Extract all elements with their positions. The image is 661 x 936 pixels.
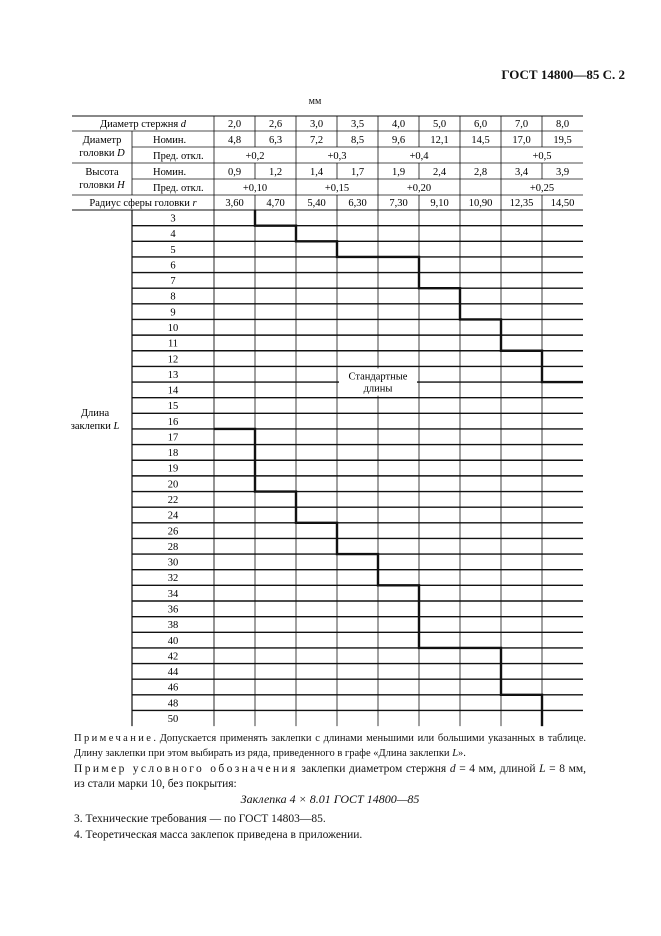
shank-diameter-value: 6,0 [473,119,488,130]
length-value: 14 [167,385,179,397]
item-technical-requirements: 3. Технические требования — по ГОСТ 14803—85. [74,813,326,825]
length-value: 48 [167,698,179,710]
length-value: 17 [167,432,179,444]
example-heading: Пример условного обозначения [74,763,298,775]
example-paragraph [74,762,586,792]
item-theoretical-mass: 4. Теоретическая масса заклепок приведена в приложении. [74,829,363,841]
shank-diameter-value: 2,0 [227,119,242,130]
length-value: 15 [167,401,179,413]
head-diameter-label: Диаметр [82,135,122,146]
note-symbol: L [452,748,459,759]
head-height-nominal: 3,4 [514,167,529,178]
length-value: 10 [167,322,179,334]
head-diameter-nominal: 9,6 [391,135,406,146]
head-diameter-nominal: 7,2 [309,135,324,146]
head-diameter-nominal: 12,1 [430,135,449,146]
example-text-1: заклепки диаметром стержня [297,763,447,775]
shank-diameter-label: Диаметр стержня d [99,119,187,130]
head-height-nominal: 0,9 [227,167,242,178]
length-value: 13 [167,369,179,381]
tolerance-label: Пред. откл. [153,151,204,162]
length-value: 34 [167,588,179,600]
length-value: 42 [167,651,179,663]
shank-diameter-value: 3,5 [350,119,365,130]
head-height-nominal: 1,4 [309,167,324,178]
sphere-radius-value: 10,90 [468,198,493,209]
head-height-tolerance: +0,15 [324,183,350,194]
shank-diameter-value: 2,6 [268,119,283,130]
length-value: 44 [167,667,179,679]
head-height-label: Высота [85,167,119,178]
length-value: 4 [170,229,176,241]
head-diameter-nominal: 17,0 [512,135,531,146]
length-value: 38 [167,620,179,632]
head-height-tolerance: +0,20 [406,183,432,194]
head-height-nominal: 1,2 [268,167,283,178]
head-diameter-nominal: 8,5 [350,135,365,146]
tolerance-label: Пред. откл. [153,183,204,194]
length-value: 24 [167,510,179,522]
length-label: Длина [80,408,110,419]
head-diameter-tolerance: +0,3 [327,151,347,162]
note-end: ». [458,748,466,759]
shank-diameter-value: 7,0 [514,119,529,130]
head-diameter-nominal: 14,5 [471,135,490,146]
example-designation: Заклепка 4 × 8.01 ГОСТ 14800—85 [240,792,420,806]
length-value: 12 [167,354,179,366]
head-height-nominal: 3,9 [555,167,570,178]
head-height-label: головки H [79,180,125,191]
shank-diameter-value: 8,0 [555,119,570,130]
length-value: 5 [170,244,176,256]
note-heading: Примечание [74,733,154,744]
length-value: 16 [167,416,179,428]
sphere-radius-value: 6,30 [348,198,367,209]
length-value: 11 [167,338,179,350]
length-value: 40 [167,635,179,647]
sphere-radius-value: 9,10 [430,198,449,209]
page-header: ГОСТ 14800—85 С. 2 [501,67,625,82]
length-value: 22 [167,495,179,507]
head-diameter-tolerance: +0,5 [532,151,552,162]
sphere-radius-value: 7,30 [389,198,408,209]
length-value: 36 [167,604,179,616]
length-value: 7 [170,276,176,288]
head-height-tolerance: +0,10 [242,183,268,194]
head-height-nominal: 2,4 [432,167,447,178]
head-diameter-tolerance: +0,2 [245,151,265,162]
standard-lengths-label: Стандартные [348,371,408,383]
length-value: 8 [170,291,176,303]
head-height-nominal: 1,7 [350,167,365,178]
length-value: 20 [167,479,179,491]
standard-lengths-label: длины [363,383,393,395]
length-value: 18 [167,448,179,460]
shank-diameter-value: 3,0 [309,119,324,130]
length-value: 28 [167,541,179,553]
sphere-radius-value: 3,60 [225,198,244,209]
head-height-tolerance: +0,25 [529,183,555,194]
head-diameter-nominal: 19,5 [553,135,572,146]
head-diameter-nominal: 4,8 [227,135,242,146]
sphere-radius-value: 4,70 [266,198,285,209]
nominal-label: Номин. [153,135,187,146]
length-value: 9 [170,307,176,319]
sphere-radius-label: Радиус сферы головки r [89,198,197,209]
head-height-nominal: 1,9 [391,167,406,178]
length-value: 50 [167,713,179,725]
example-text-2: = 4 мм, длиной [455,763,536,775]
length-value: 32 [167,573,179,585]
nominal-label: Номин. [153,167,187,178]
head-diameter-tolerance: +0,4 [409,151,429,162]
note-text: . Допускается применять заклепки с длинами меньшими или большими указанных в таблице. Длину заклепки при этом выбирать из ряда, приведенного в графе «Длина заклепки [74,733,586,759]
length-value: 46 [167,682,179,694]
head-height-nominal: 2,8 [473,167,488,178]
sphere-radius-value: 5,40 [307,198,326,209]
head-diameter-label: головки D [79,148,125,159]
example-d-symbol: d [449,763,456,775]
sphere-radius-value: 14,50 [550,198,575,209]
unit-label: мм [308,96,322,107]
example-text-3: = 8 мм, из стали марки 10, без покрытия: [74,763,587,790]
note-paragraph [74,731,586,761]
head-diameter-nominal: 6,3 [268,135,283,146]
shank-diameter-value: 4,0 [391,119,406,130]
length-label: заклепки L [70,421,120,432]
length-value: 6 [170,260,176,272]
length-value: 19 [167,463,179,475]
example-l-symbol: L [539,763,546,775]
length-value: 26 [167,526,179,538]
sphere-radius-value: 12,35 [509,198,534,209]
shank-diameter-value: 5,0 [432,119,447,130]
length-value: 30 [167,557,179,569]
length-value: 3 [170,213,176,225]
